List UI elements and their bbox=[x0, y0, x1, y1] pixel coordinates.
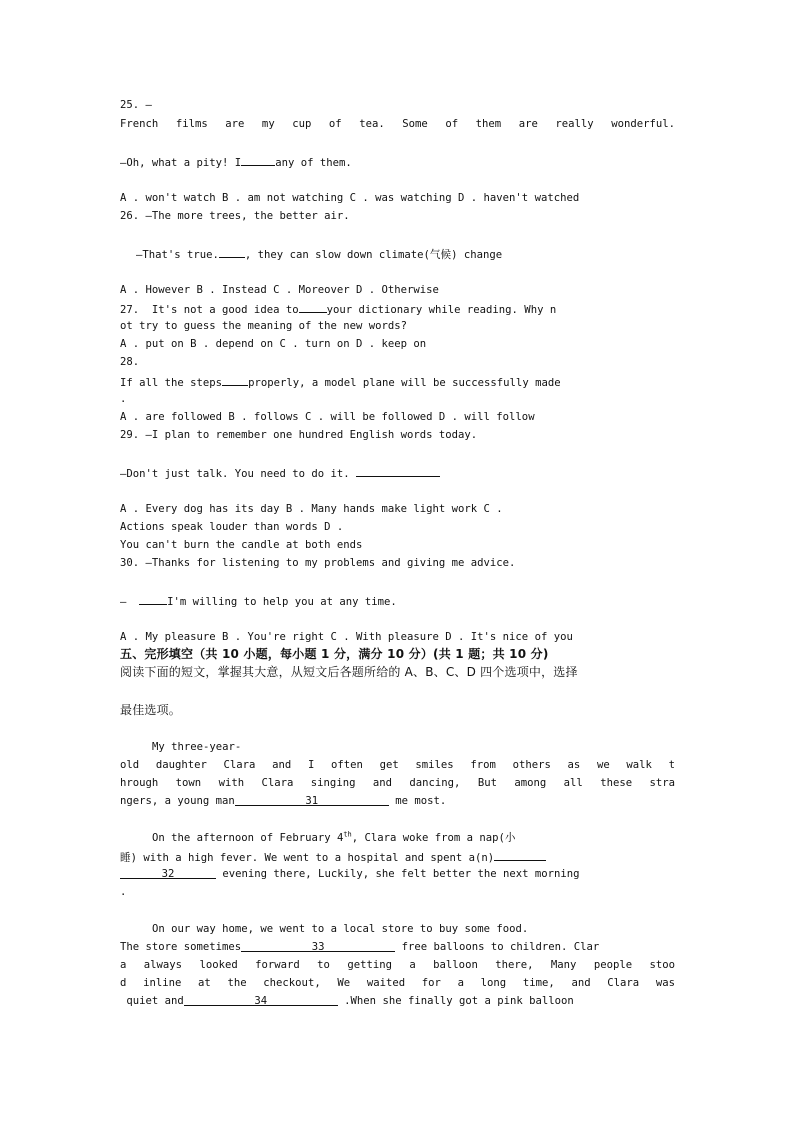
q26-line2-start: —That's true. bbox=[136, 249, 219, 261]
q26-options: A . However B . Instead C . Moreover D . Otherwise bbox=[120, 284, 439, 296]
passage-p3-line5 bbox=[120, 994, 675, 1008]
cloze-blank-number: 31 bbox=[305, 795, 319, 807]
passage-p2-line1-end: , Clara woke from a nap(小 bbox=[351, 832, 516, 844]
cloze-blank-32-start bbox=[494, 849, 546, 861]
cloze-blank-number: 34 bbox=[254, 995, 268, 1007]
passage-p3-line5-end: .When she finally got a pink balloon bbox=[344, 995, 574, 1007]
answer-blank bbox=[139, 593, 167, 605]
q27-line1-start: 27. It's not a good idea to bbox=[120, 304, 299, 316]
section-instruction-line1: 阅读下面的短文，掌握其大意，从短文后各题所给的 A、B、C、D 四个选项中，选择 bbox=[120, 665, 578, 679]
q25-number: 25. — bbox=[120, 99, 152, 111]
q26-line2 bbox=[136, 246, 636, 262]
passage-p1-line4-end: me most. bbox=[395, 795, 447, 807]
passage-p1-line4-start: ngers, a young man bbox=[120, 795, 235, 807]
q30-line2 bbox=[120, 593, 675, 609]
q29-line1: 29. —I plan to remember one hundred English words today. bbox=[120, 429, 478, 441]
answer-blank bbox=[356, 465, 440, 477]
q27-line2: ot try to guess the meaning of the new words? bbox=[120, 320, 408, 332]
passage-p2-line1-start: On the afternoon of February 4 bbox=[152, 832, 344, 844]
q25-line2-end: any of them. bbox=[275, 157, 352, 169]
passage-p3-line3: a always looked forward to getting a balloon there, Many people stoo bbox=[120, 959, 675, 971]
q29-option-line3: You can't burn the candle at both ends bbox=[120, 539, 363, 551]
q27-line1 bbox=[120, 301, 675, 317]
cloze-blank-31 bbox=[235, 794, 389, 806]
q30-line1: 30. —Thanks for listening to my problems and giving me advice. bbox=[120, 557, 516, 569]
q29-line2-text: —Don't just talk. You need to do it. bbox=[120, 468, 350, 480]
passage-p1-line4 bbox=[120, 794, 675, 808]
passage-p2-line3 bbox=[120, 867, 675, 881]
passage-p3-line5-start: quiet and bbox=[120, 995, 184, 1007]
passage-p2-line2 bbox=[120, 849, 675, 865]
q30-options: A . My pleasure B . You're right C . With pleasure D . It's nice of you bbox=[120, 631, 573, 643]
passage-p2-dot: . bbox=[120, 886, 127, 898]
q28-number: 28. bbox=[120, 356, 140, 368]
q26-line1: 26. —The more trees, the better air. bbox=[120, 210, 350, 222]
q28-options: A . are followed B . follows C . will be followed D . will follow bbox=[120, 411, 535, 423]
q29-option-line2: Actions speak louder than words D . bbox=[120, 521, 344, 533]
q30-line2-end: I'm willing to help you at any time. bbox=[167, 596, 397, 608]
cloze-blank-33 bbox=[241, 940, 395, 952]
q25-line2-start: —Oh, what a pity! I bbox=[120, 157, 242, 169]
q28-dot: . bbox=[120, 393, 127, 405]
passage-p2-line1 bbox=[152, 831, 642, 845]
passage-p3-line4: d inline at the checkout, We waited for a long time, and Clara was bbox=[120, 977, 675, 989]
section-heading: 五、完形填空（共 10 小题，每小题 1 分，满分 10 分）(共 1 题；共 10 分) bbox=[120, 647, 549, 661]
q30-line2-start: — bbox=[120, 596, 127, 608]
cloze-blank-number: 32 bbox=[161, 868, 175, 880]
passage-p2-line3-end: evening there, Luckily, she felt better the next morning bbox=[222, 868, 580, 880]
q27-options: A . put on B . depend on C . turn on D . keep on bbox=[120, 338, 427, 350]
cloze-blank-number: 33 bbox=[311, 941, 325, 953]
q28-line1 bbox=[120, 374, 675, 390]
passage-p1-line2: old daughter Clara and I often get smiles from others as we walk t bbox=[120, 759, 675, 771]
answer-blank bbox=[219, 246, 245, 258]
answer-blank bbox=[241, 154, 275, 166]
q25-line1: French films are my cup of tea. Some of them are really wonderful. bbox=[120, 118, 675, 130]
answer-blank bbox=[222, 374, 248, 386]
q28-line1-start: If all the steps bbox=[120, 377, 223, 389]
answer-blank bbox=[299, 301, 327, 313]
passage-p3-line2-end: free balloons to children. Clar bbox=[401, 941, 600, 953]
q25-line2 bbox=[120, 154, 675, 170]
q25-options: A . won't watch B . am not watching C . was watching D . haven't watched bbox=[120, 192, 580, 204]
q29-line2 bbox=[120, 465, 675, 481]
passage-p3-line1: On our way home, we went to a local store to buy some food. bbox=[152, 923, 529, 935]
passage-p1-line1: My three-year- bbox=[152, 741, 242, 753]
passage-p3-line2-start: The store sometimes bbox=[120, 941, 242, 953]
cloze-blank-32 bbox=[120, 867, 216, 879]
cloze-blank-34 bbox=[184, 994, 338, 1006]
passage-p1-line3: hrough town with Clara singing and dancing, But among all these stra bbox=[120, 777, 675, 789]
q27-line1-end: your dictionary while reading. Why n bbox=[326, 304, 557, 316]
q28-line1-end: properly, a model plane will be successfully made bbox=[248, 377, 561, 389]
passage-p3-line2 bbox=[120, 940, 675, 954]
q29-option-line1: A . Every dog has its day B . Many hands make light work C . bbox=[120, 503, 503, 515]
section-instruction-line2: 最佳选项。 bbox=[120, 703, 182, 717]
passage-p2-line2-text: 睡) with a high fever. We went to a hospital and spent a(n) bbox=[120, 852, 495, 864]
ordinal-suffix: th bbox=[343, 831, 352, 839]
q26-line2-end: , they can slow down climate(气候) change bbox=[244, 249, 503, 261]
